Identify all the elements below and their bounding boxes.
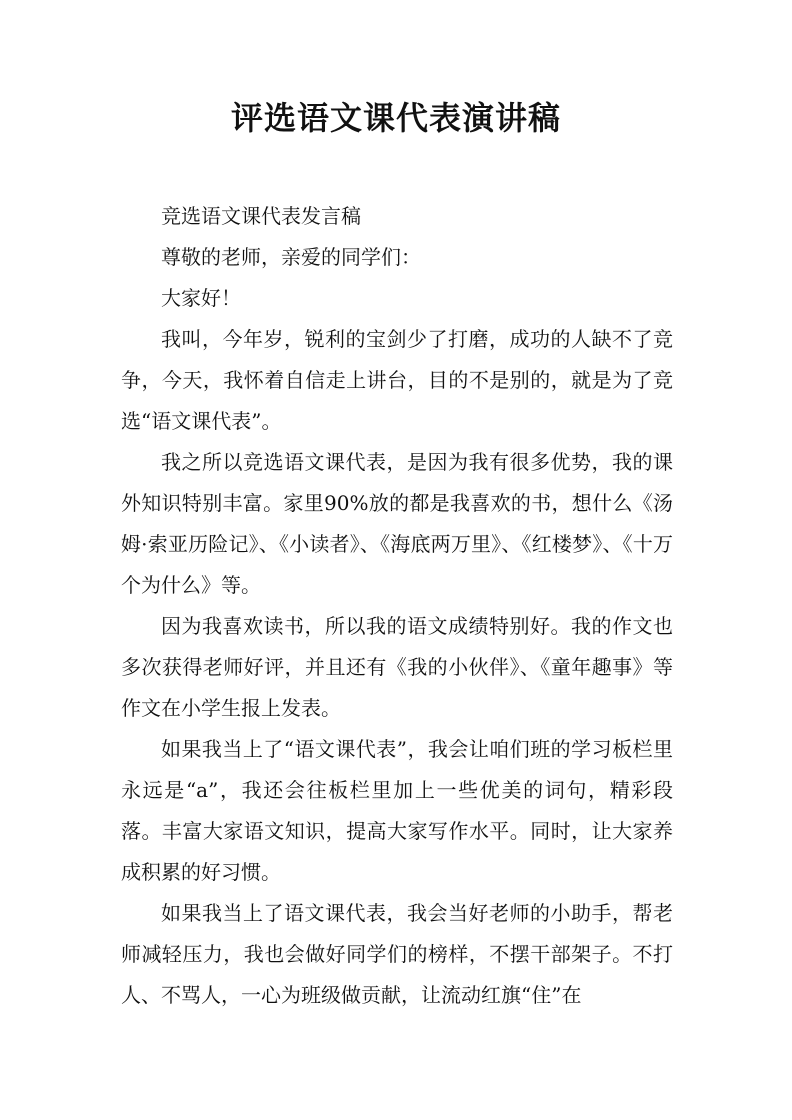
paragraph-board-plan: 如果我当上了“语文课代表”，我会让咱们班的学习板栏里永远是“a”，我还会往板栏里加上一些优美的词句，精彩段落。丰富大家语文知识，提高大家写作水平。同时，让大家养成积累的好习惯。 bbox=[121, 737, 673, 884]
paragraph-reading-advantage: 我之所以竞选语文课代表，是因为我有很多优势，我的课外知识特别丰富。家里90%放的都是我喜欢的书，想什么《汤姆·索亚历险记》、《小读者》、《海底两万里》、《红楼梦》、《十万个为什么》等。 bbox=[121, 450, 673, 597]
paragraph-greeting: 大家好！ bbox=[161, 286, 241, 310]
document-body bbox=[121, 196, 673, 1016]
paragraph-salutation: 尊敬的老师，亲爱的同学们： bbox=[161, 245, 421, 269]
paragraph-helper-plan: 如果我当上了语文课代表，我会当好老师的小助手，帮老师减轻压力，我也会做好同学们的榜样，不摆干部架子。不打人、不骂人，一心为班级做贡献，让流动红旗“住”在 bbox=[121, 901, 673, 1007]
paragraph-heading: 竞选语文课代表发言稿 bbox=[161, 204, 361, 228]
paragraph-introduction: 我叫，今年岁，锐利的宝剑少了打磨，成功的人缺不了竞争，今天，我怀着自信走上讲台，目的不是别的，就是为了竞选“语文课代表”。 bbox=[121, 327, 673, 433]
document-title: 评选语文课代表演讲稿 bbox=[230, 99, 561, 137]
paragraph-chinese-grades: 因为我喜欢读书，所以我的语文成绩特别好。我的作文也多次获得老师好评，并且还有《我的小伙伴》、《童年趣事》等作文在小学生报上发表。 bbox=[121, 614, 673, 720]
